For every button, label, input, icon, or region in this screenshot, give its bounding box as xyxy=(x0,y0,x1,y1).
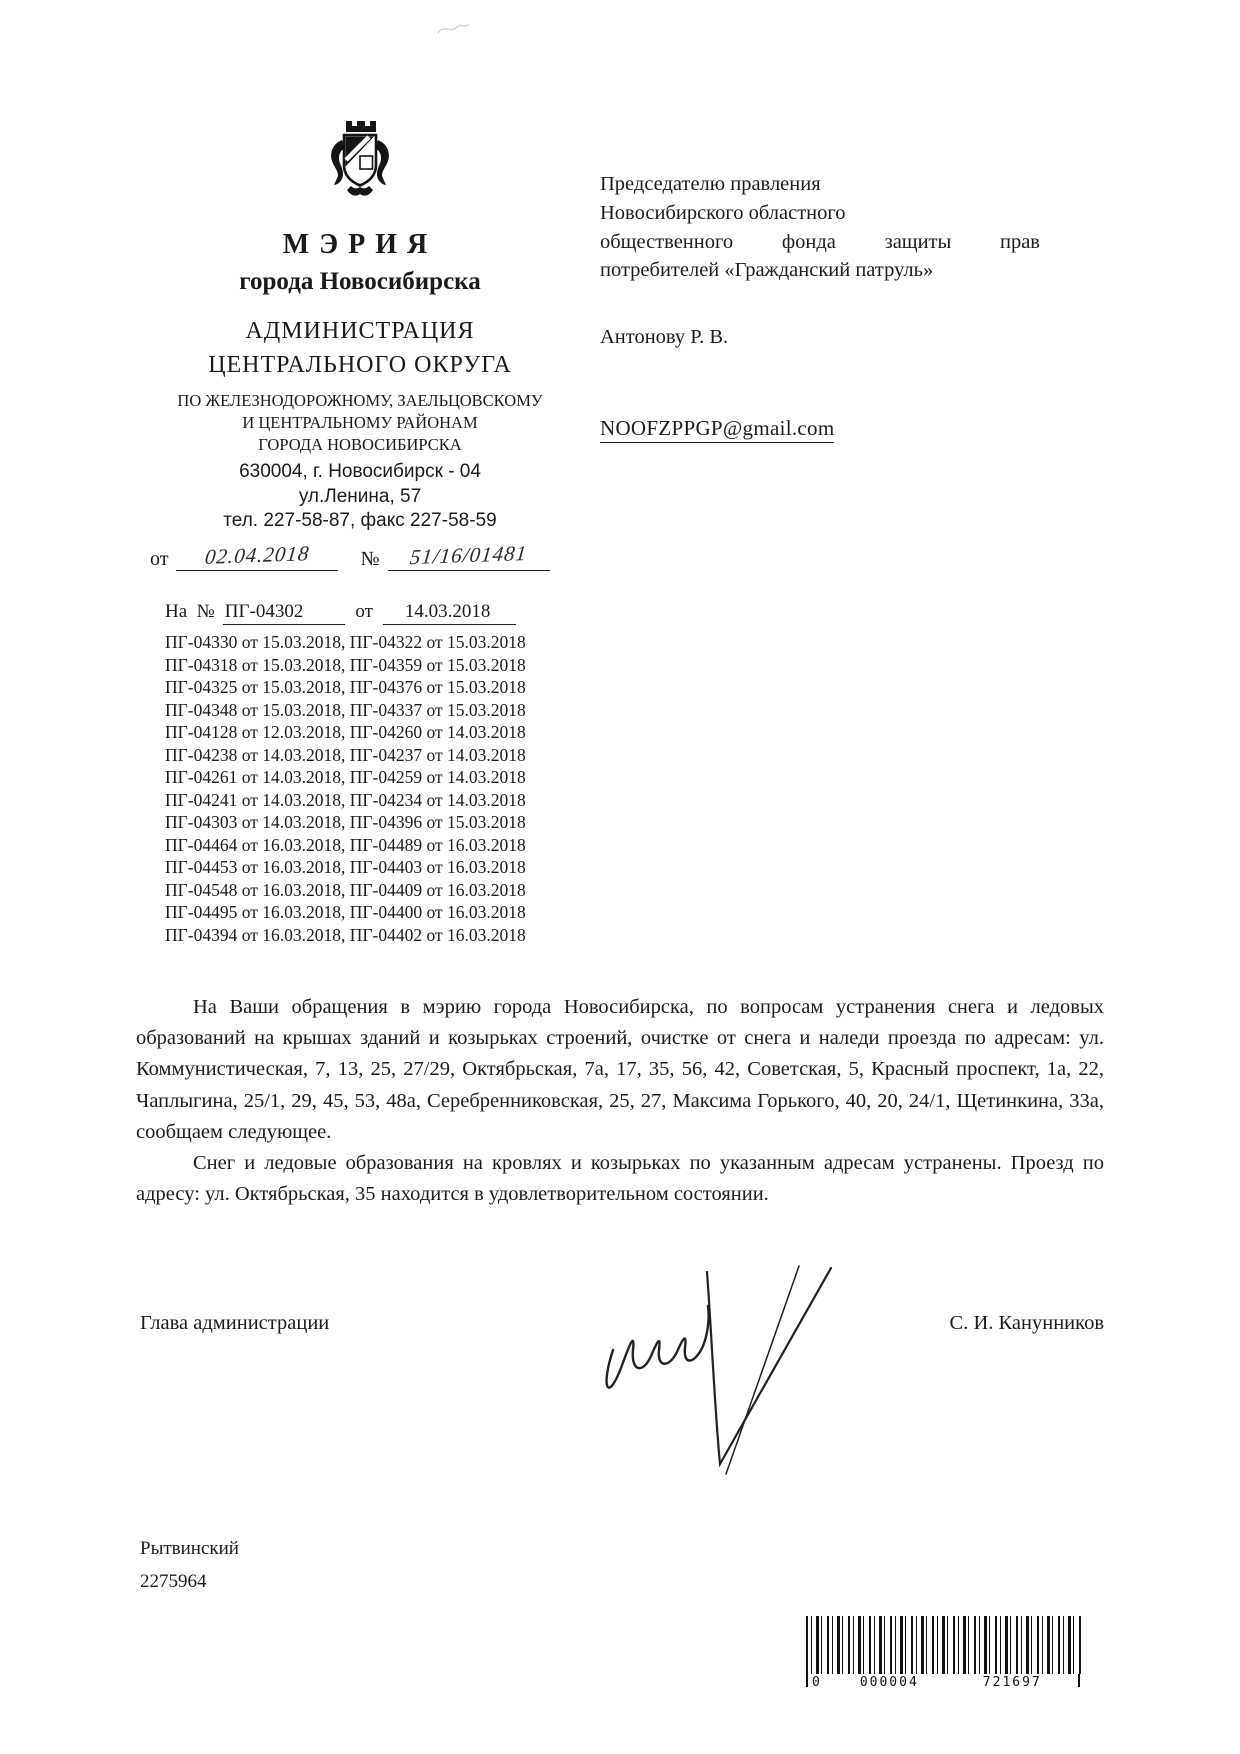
outgoing-date-value: 02.04.2018 xyxy=(204,541,312,569)
in-reply-date-value: 14.03.2018 xyxy=(383,601,517,625)
sender-street-address: ул.Ленина, 57 xyxy=(298,485,422,507)
reference-line: ПГ-04128 от 12.03.2018, ПГ-04260 от 14.03.2018 xyxy=(165,722,526,742)
districts-line: ПО ЖЕЛЕЗНОДОРОЖНОМУ, ЗАЕЛЬЦОВСКОМУ xyxy=(177,391,543,410)
letter-body xyxy=(136,992,1104,1210)
sender-letterhead xyxy=(135,118,585,534)
signer-position: Глава администрации xyxy=(140,1312,330,1334)
org-name-line1: МЭРИЯ xyxy=(282,229,438,260)
reference-line: ПГ-04464 от 16.03.2018, ПГ-04489 от 16.03.2018 xyxy=(165,834,526,855)
executor-phone: 2275964 xyxy=(140,1571,207,1592)
reference-line: ПГ-04330 от 15.03.2018, ПГ-04322 от 15.03.2018 xyxy=(165,632,526,652)
reference-line: ПГ-04238 от 14.03.2018, ПГ-04237 от 14.03.2018 xyxy=(165,744,526,765)
sender-phone-fax: тел. 227-58-87, факс 227-58-59 xyxy=(223,510,497,531)
reference-line: ПГ-04495 от 16.03.2018, ПГ-04400 от 16.03.2018 xyxy=(165,902,526,922)
in-reply-prefix: На xyxy=(165,601,188,622)
reference-line: ПГ-04261 от 14.03.2018, ПГ-04259 от 14.03.2018 xyxy=(165,767,526,787)
in-reply-row xyxy=(165,601,516,625)
body-paragraph: На Ваши обращения в мэрию города Новосибирска, по вопросам устранения снега и ледовых образований на крышах зданий и козырьках строений, очистке от снега и наледи проезда по адресам: ул. Коммунистическая, 7, 13, 25, 27/29, Октябрьская, 7а, 17, 35, 56, 42, Советская, 5, Красный проспект, 1а, 22, Чаплыгина, 25/1, 29, 45, 53, 48а, Серебренниковская, 25, 27, Максима Горького, 40, 20, 24/1, Щетинкина, 33а, сообщаем следующее. xyxy=(136,996,1104,1143)
executor-name: Рытвинский xyxy=(140,1538,239,1559)
districts-line: И ЦЕНТРАЛЬНОМУ РАЙОНАМ xyxy=(242,413,478,432)
org-name-line2: города Новосибирска xyxy=(239,268,481,295)
reference-line: ПГ-04548 от 16.03.2018, ПГ-04409 от 16.03.2018 xyxy=(165,879,526,900)
barcode-group1: 000004 xyxy=(859,1675,919,1690)
novosibirsk-coat-of-arms-icon xyxy=(135,118,585,208)
in-reply-number-value: ПГ-04302 xyxy=(223,601,346,625)
reference-line: ПГ-04325 от 15.03.2018, ПГ-04376 от 15.03.2018 xyxy=(165,677,526,697)
body-paragraph: Снег и ледовые образования на кровлях и козырьках по указанным адресам устранены. Проезд по адресу: ул. Октябрьская, 35 находится в удовлетворительном состоянии. xyxy=(136,1152,1104,1206)
reference-line: ПГ-04348 от 15.03.2018, ПГ-04337 от 15.03.2018 xyxy=(165,699,526,720)
stray-pen-mark xyxy=(436,22,470,38)
reference-line: ПГ-04303 от 14.03.2018, ПГ-04396 от 15.03.2018 xyxy=(165,812,526,832)
recipient-line: потребителей «Гражданский патруль» xyxy=(600,259,934,282)
recipient-email xyxy=(600,416,834,443)
recipient-email-text: NOOFZPPGP@gmail.com xyxy=(600,416,834,443)
recipient-line: общественного фонда защиты прав xyxy=(600,230,1040,253)
reference-line: ПГ-04453 от 16.03.2018, ПГ-04403 от 16.03.2018 xyxy=(165,857,526,877)
recipient-line: Новосибирского областного xyxy=(600,201,846,224)
signer-name: С. И. Канунников xyxy=(949,1312,1104,1334)
in-reply-date-label: от xyxy=(355,601,373,622)
recipient-block xyxy=(600,170,1040,285)
reference-list xyxy=(165,631,526,946)
outgoing-date-label: от xyxy=(150,548,169,570)
handwritten-signature xyxy=(583,1262,861,1480)
sender-postal-address: 630004, г. Новосибирск - 04 xyxy=(239,461,481,482)
reference-line: ПГ-04241 от 14.03.2018, ПГ-04234 от 14.03.2018 xyxy=(165,789,526,810)
outgoing-number-row xyxy=(150,540,570,571)
reference-line: ПГ-04394 от 16.03.2018, ПГ-04402 от 16.03.2018 xyxy=(165,924,526,945)
outgoing-number-label: № xyxy=(360,548,380,570)
recipient-name: Антонову Р. В. xyxy=(600,326,729,348)
barcode xyxy=(806,1616,1082,1690)
districts-line: ГОРОДА НОВОСИБИРСКА xyxy=(258,435,462,454)
department-line2: ЦЕНТРАЛЬНОГО ОКРУГА xyxy=(208,352,512,378)
in-reply-number-label: № xyxy=(196,601,215,622)
barcode-digits xyxy=(806,1675,1082,1690)
barcode-digit-left: 0 xyxy=(812,1675,822,1690)
recipient-line: Председателю правления xyxy=(600,173,821,195)
outgoing-number-value: 51/16/01481 xyxy=(408,540,529,570)
reference-line: ПГ-04318 от 15.03.2018, ПГ-04359 от 15.03.2018 xyxy=(165,654,526,675)
barcode-group2: 721697 xyxy=(982,1675,1042,1690)
barcode-bars xyxy=(806,1616,1082,1674)
department-line1: АДМИНИСТРАЦИЯ xyxy=(245,318,475,344)
